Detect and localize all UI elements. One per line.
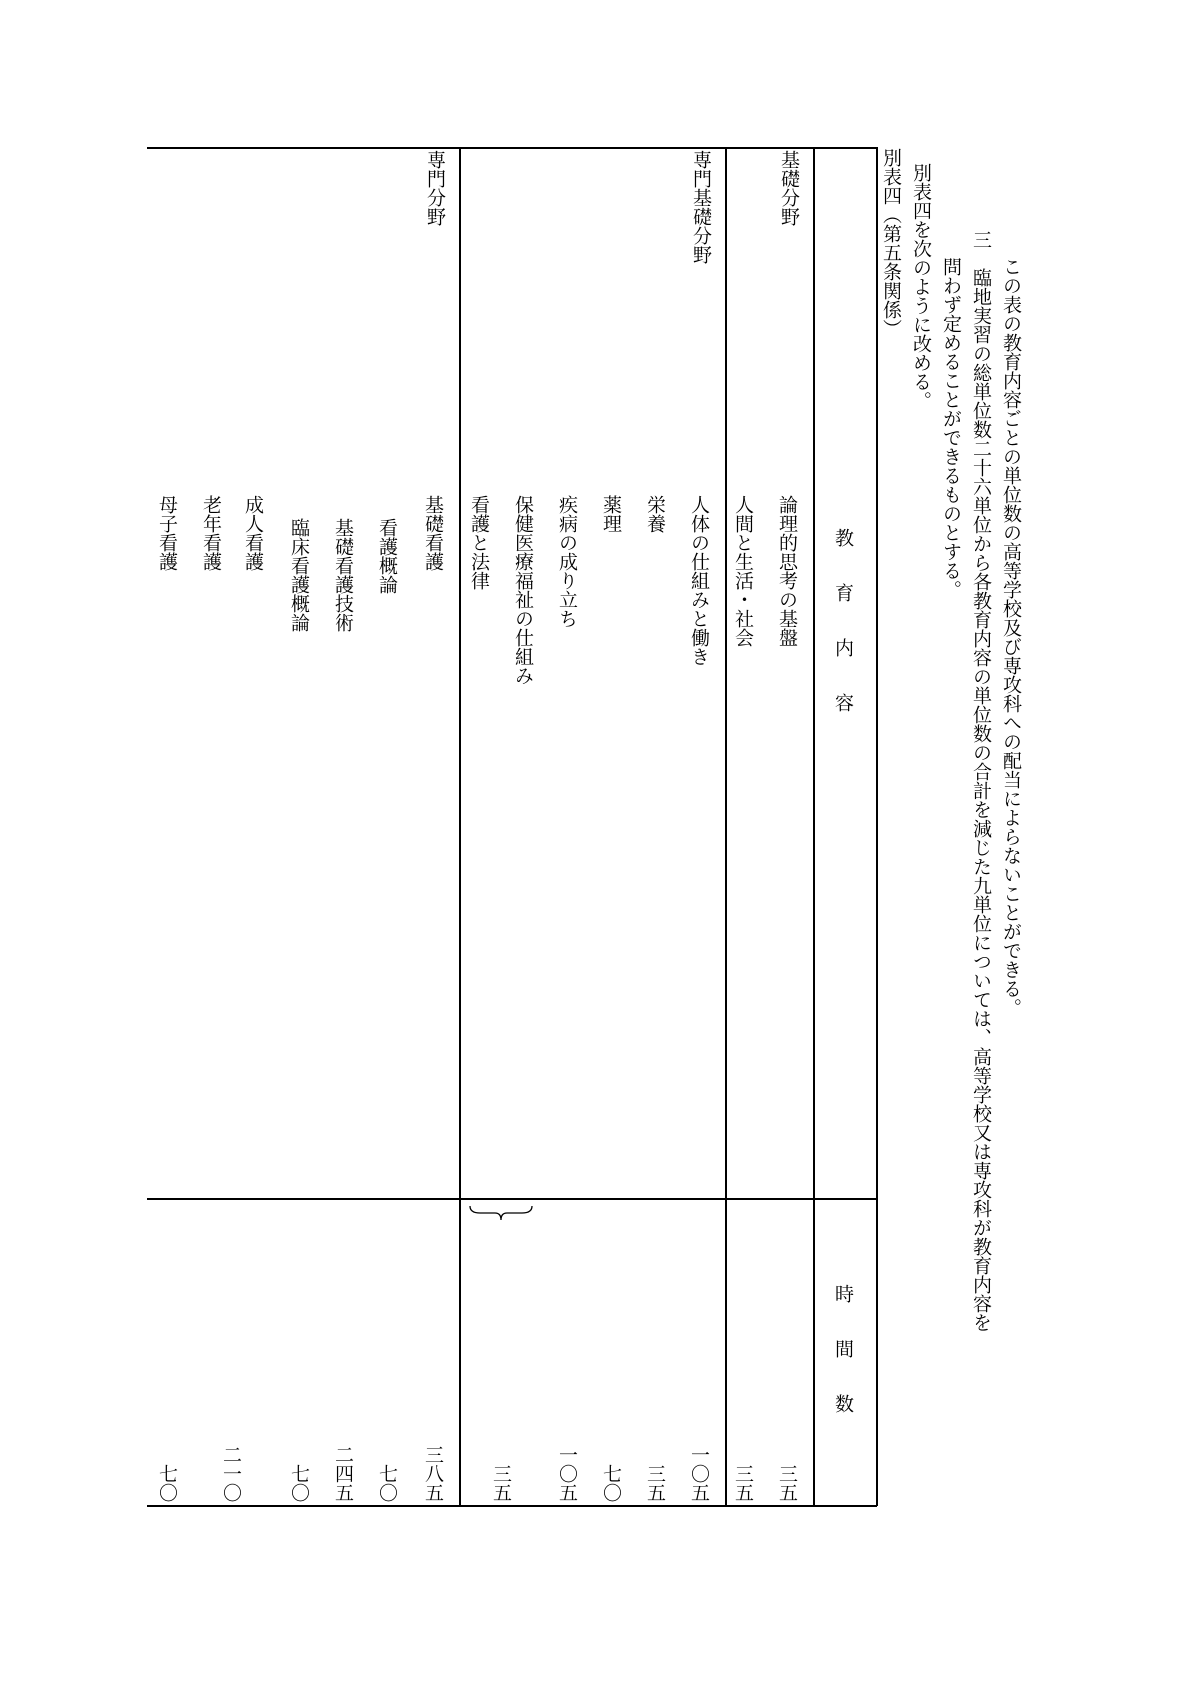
table-top-border — [147, 147, 877, 149]
preamble-line-4: 別表四を次のように改める。 — [910, 163, 932, 410]
row-hours-r2: 三五 — [732, 1464, 754, 1502]
table-bottom-border — [147, 1505, 877, 1507]
row-hours-r11: 二四五 — [332, 1445, 354, 1502]
row-content-r2: 人間と生活・社会 — [732, 495, 754, 647]
row-hours-r8: 三五 — [490, 1464, 512, 1502]
row-content-r10: 看護概論 — [376, 518, 398, 594]
row-hours-r14: 二一〇 — [220, 1445, 242, 1502]
table-right-border — [876, 147, 878, 1506]
row-content-r13: 成人看護 — [242, 495, 264, 571]
row-hours-r3: 一〇五 — [688, 1445, 710, 1502]
header-content: 教育内容 — [832, 528, 854, 748]
row-content-r5: 薬理 — [600, 495, 622, 533]
row-hours-r6: 一〇五 — [556, 1445, 578, 1502]
row-content-r12: 臨床看護概論 — [288, 518, 310, 632]
row-content-r4: 栄養 — [644, 495, 666, 533]
header-hours: 時間数 — [832, 1284, 854, 1449]
row-content-r8: 看護と法律 — [468, 495, 490, 590]
group-label-specialized-basic: 専門基礎分野 — [690, 150, 712, 264]
row-content-r15: 母子看護 — [156, 495, 178, 571]
row-content-r3: 人体の仕組みと働き — [688, 495, 710, 666]
column-divider — [147, 1198, 877, 1200]
row-content-r9: 基礎看護 — [422, 495, 444, 571]
brace-r7-r8 — [468, 1204, 534, 1222]
preamble-line-1: この表の教育内容ごとの単位数の高等学校及び専攻科への配当によらないことができる。 — [1000, 257, 1022, 1017]
row-content-r1: 論理的思考の基盤 — [776, 495, 798, 647]
row-content-r11: 基礎看護技術 — [332, 518, 354, 632]
row-hours-r4: 三五 — [644, 1464, 666, 1502]
row-hours-r12: 七〇 — [288, 1464, 310, 1502]
row-content-r7: 保健医療福祉の仕組み — [512, 495, 534, 685]
row-content-r6: 疾病の成り立ち — [556, 495, 578, 628]
preamble-line-2: 三 臨地実習の総単位数二十六単位から各教育内容の単位数の合計を減じた九単位については、高等学校又は専攻科が教育内容を — [970, 230, 992, 1332]
group-divider-basic — [725, 147, 727, 1506]
row-hours-r1: 三五 — [776, 1464, 798, 1502]
group-label-specialized: 専門分野 — [424, 150, 446, 226]
row-content-r14: 老年看護 — [200, 495, 222, 571]
table-title: 別表四（第五条関係） — [880, 148, 902, 338]
group-label-basic: 基礎分野 — [778, 150, 800, 226]
preamble-line-3: 問わず定めることができるものとする。 — [940, 257, 962, 599]
row-hours-r15: 七〇 — [156, 1464, 178, 1502]
header-divider — [813, 147, 815, 1506]
row-hours-r5: 七〇 — [600, 1464, 622, 1502]
group-divider-specialized — [459, 147, 461, 1506]
row-hours-r9: 三八五 — [422, 1445, 444, 1502]
row-hours-r10: 七〇 — [376, 1464, 398, 1502]
